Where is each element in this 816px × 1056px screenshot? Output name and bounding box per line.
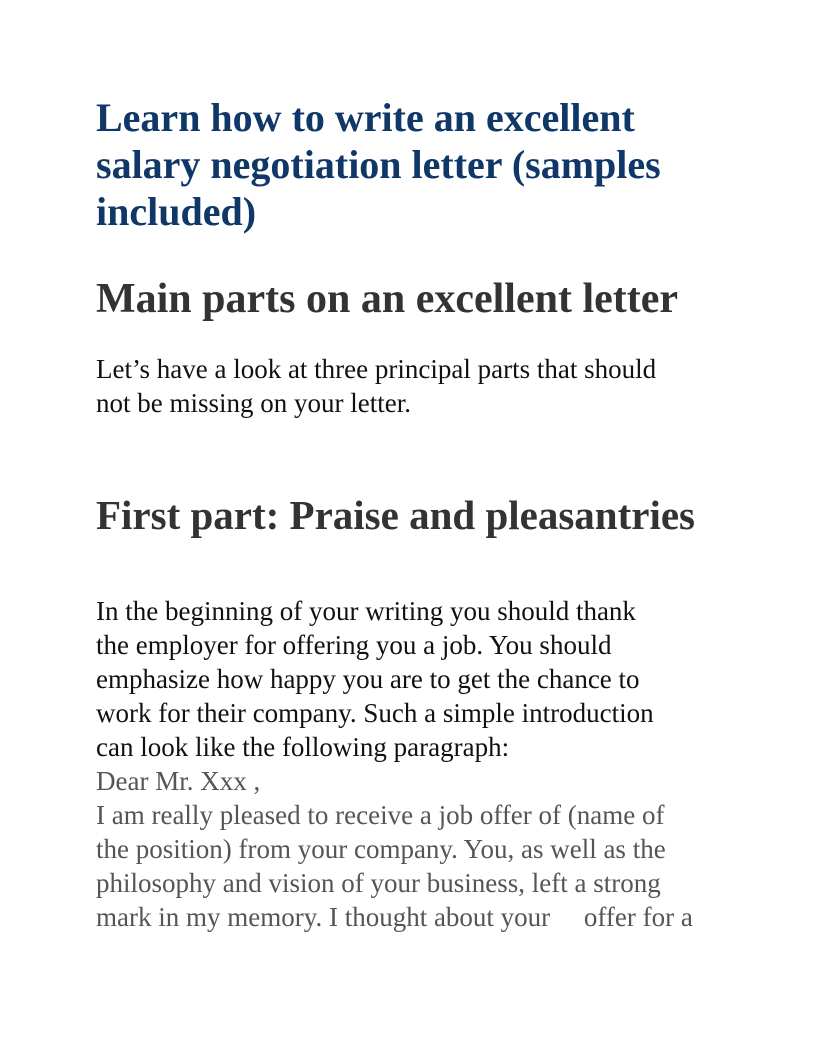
sample-letter-line: mark in my memory. I thought about your offer for a [96, 902, 693, 932]
body-line: can look like the following paragraph: [96, 732, 510, 762]
section-heading-main-parts: Main parts on an excellent letter [96, 276, 679, 322]
section-heading-first-part: First part: Praise and pleasantries [96, 492, 695, 538]
intro-line: Let’s have a look at three principal parts that should [96, 354, 657, 384]
document-title: Learn how to write an excellent salary negotiation letter (samples included) [96, 95, 661, 234]
first-part-paragraph [96, 594, 696, 764]
sample-letter-salutation: Dear Mr. Xxx , [96, 766, 261, 796]
body-line: In the beginning of your writing you should thank [96, 596, 636, 626]
sample-letter-line: I am really pleased to receive a job offer of (name of [96, 800, 665, 830]
sample-letter-line: the position) from your company. You, as well as the [96, 834, 666, 864]
intro-line: not be missing on your letter. [96, 388, 411, 418]
body-line: the employer for offering you a job. You should [96, 630, 612, 660]
body-line: work for their company. Such a simple introduction [96, 698, 654, 728]
sample-letter-line: philosophy and vision of your business, left a strong [96, 868, 661, 898]
body-line: emphasize how happy you are to get the chance to [96, 664, 640, 694]
intro-paragraph [96, 352, 696, 420]
sample-letter [96, 764, 736, 934]
